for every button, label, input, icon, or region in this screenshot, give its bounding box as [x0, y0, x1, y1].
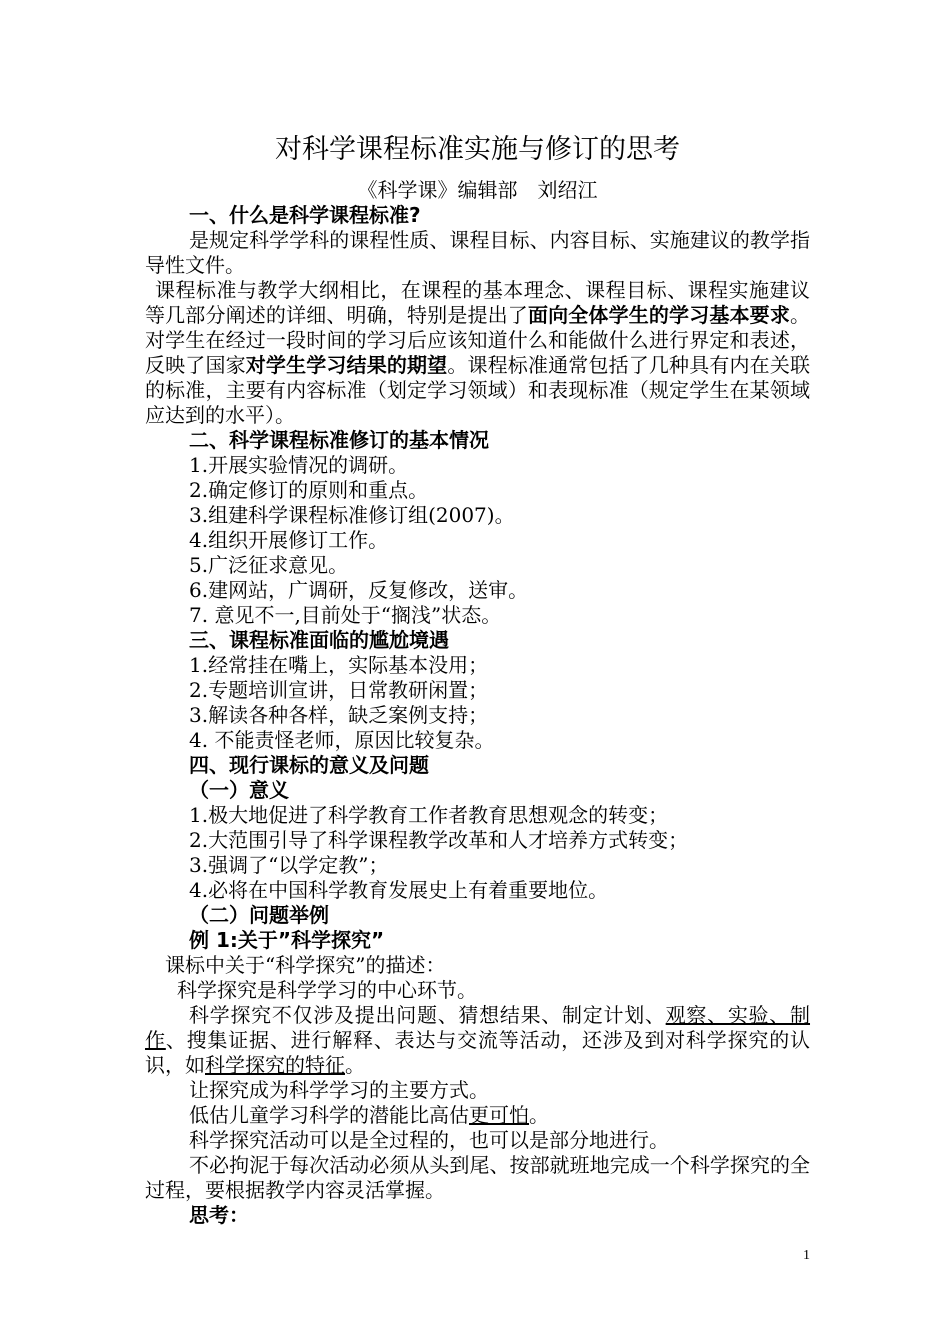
author-line: 《科学课》编辑部 刘绍江 — [357, 178, 598, 202]
underlined-text: 更可怕 — [469, 1103, 529, 1127]
quote-line: 科学探究活动可以是全过程的，也可以是部分地进行。 — [189, 1128, 669, 1152]
page-number: 1 — [803, 1248, 810, 1263]
list-item: 1.开展实验情况的调研。 — [189, 453, 409, 477]
document-body — [145, 130, 810, 1228]
section-2-heading: 二、科学课程标准修订的基本情况 — [189, 428, 489, 452]
list-item: 4.组织开展修订工作。 — [189, 528, 389, 552]
text-run: 。对学生在经过一段时间的学习后应该知道什么和能做什么进行界定和表述，反映了国家 — [145, 303, 810, 377]
section-1-paragraph-1: 是规定科学学科的课程性质、课程目标、内容目标、实施建议的教学指导性文件。 — [145, 228, 810, 277]
subsection-significance: （一）意义 — [189, 778, 289, 802]
text-run: 。 — [529, 1103, 549, 1127]
quote-paragraph — [145, 1003, 810, 1078]
think-heading: 思考： — [189, 1203, 249, 1227]
text-run: 低估儿童学习科学的潜能比高估 — [189, 1103, 469, 1127]
list-item: 3.强调了“以学定教”； — [189, 853, 389, 877]
underlined-text: 观察、实验、制作 — [145, 1003, 811, 1052]
quote-line: 让探究成为科学学习的主要方式。 — [189, 1078, 489, 1102]
list-item: 2.确定修订的原则和重点。 — [189, 478, 429, 502]
subsection-problems: （二）问题举例 — [189, 903, 329, 927]
emphasis-text: 对学生学习结果的期望 — [245, 353, 448, 377]
list-item: 7. 意见不一,目前处于“搁浅”状态。 — [189, 603, 502, 627]
list-item: 2.专题培训宣讲，日常教研闲置； — [189, 678, 489, 702]
section-3-heading: 三、课程标准面临的尴尬境遇 — [189, 628, 449, 652]
section-1-heading: 一、什么是科学课程标准? — [189, 203, 421, 227]
text-run: 、搜集证据、进行解释、表达与交流等活动，还涉及到对科学探究的认识，如 — [145, 1028, 811, 1077]
text-run: 。课程标准通常包括了几种具有内在关联的标准，主要有内容标准（划定学习领域）和表现标准（规定学生在某领域应达到的水平）。 — [145, 353, 810, 427]
section-1-paragraph-2 — [145, 278, 810, 428]
list-item: 4.必将在中国科学教育发展史上有着重要地位。 — [189, 878, 609, 902]
description-intro: 课标中关于“科学探究”的描述： — [165, 953, 446, 977]
quote-paragraph: 不必拘泥于每次活动必须从头到尾、按部就班地完成一个科学探究的全过程，要根据教学内容灵活掌握。 — [145, 1153, 810, 1202]
quote-line — [145, 1103, 810, 1128]
list-item: 1.极大地促进了科学教育工作者教育思想观念的转变； — [189, 803, 669, 827]
text-run: 科学探究不仅涉及提出问题、猜想结果、制定计划、 — [189, 1003, 666, 1027]
list-item: 4. 不能责怪老师，原因比较复杂。 — [189, 728, 495, 752]
list-item: 6.建网站，广调研，反复修改，送审。 — [189, 578, 529, 602]
list-item: 3.组建科学课程标准修订组(2007)。 — [189, 503, 515, 527]
list-item: 3.解读各种各样，缺乏案例支持； — [189, 703, 489, 727]
list-item: 2.大范围引导了科学课程教学改革和人才培养方式转变； — [189, 828, 689, 852]
text-run: 课程标准与教学大纲相比，在课程的基本理念、课程目标、课程实施建议等几部分阐述的详细、明确，特别是提出了 — [145, 278, 810, 327]
text-run: 。 — [345, 1053, 365, 1077]
quote-line: 科学探究是科学学习的中心环节。 — [177, 978, 477, 1002]
emphasis-text: 面向全体学生的学习基本要求 — [527, 303, 790, 327]
section-4-heading: 四、现行课标的意义及问题 — [189, 753, 429, 777]
underlined-text: 科学探究的特征 — [205, 1053, 345, 1077]
list-item: 5.广泛征求意见。 — [189, 553, 349, 577]
list-item: 1.经常挂在嘴上，实际基本没用； — [189, 653, 489, 677]
example-heading: 例 1:关于”科学探究” — [189, 928, 385, 952]
document-title: 对科学课程标准实施与修订的思考 — [275, 134, 680, 165]
